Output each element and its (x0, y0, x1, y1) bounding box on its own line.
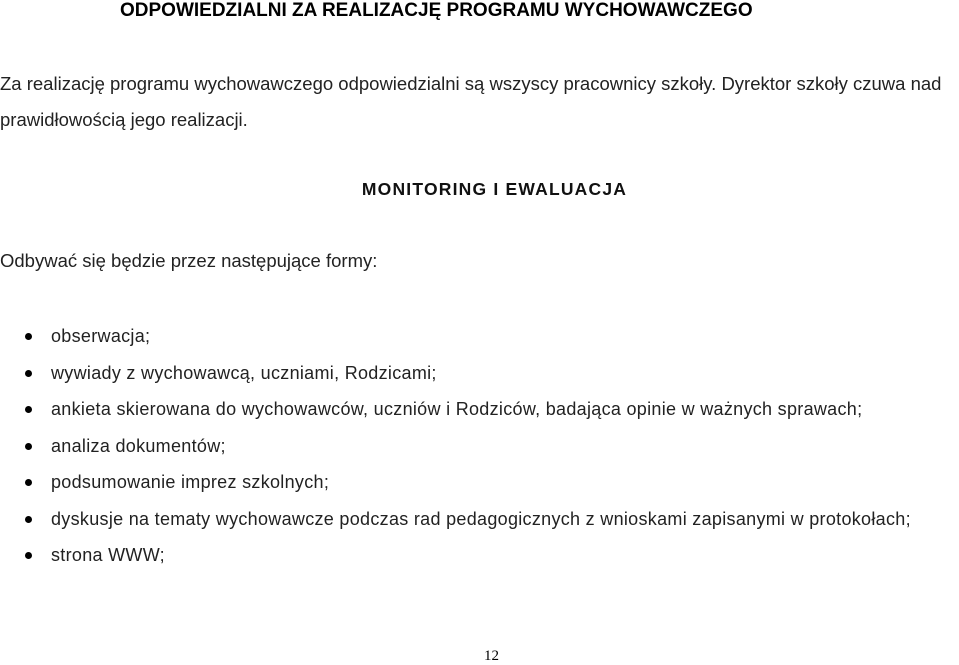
list-item (0, 428, 959, 465)
forms-intro-text: Odbywać się będzie przez następujące formy: (0, 250, 378, 271)
list-item-text: ankieta skierowana do wychowawców, uczniów i Rodziców, badająca opinie w ważnych sprawach; (51, 399, 863, 419)
list-item-text: strona WWW; (51, 545, 165, 565)
list-item-text: analiza dokumentów; (51, 435, 226, 456)
forms-list (0, 318, 959, 574)
bullet-icon (25, 333, 32, 340)
list-item (0, 318, 959, 355)
list-item-text: obserwacja; (51, 326, 151, 346)
list-item (0, 391, 959, 428)
bullet-icon (25, 516, 32, 523)
bullet-icon (25, 479, 32, 486)
list-item-text: dyskusje na tematy wychowawcze podczas rad pedagogicznych z wnioskami zapisanymi w protokołach; (51, 508, 911, 529)
bullet-icon (25, 443, 32, 450)
page-number: 12 (484, 648, 499, 664)
list-item (0, 464, 959, 501)
section-heading-monitoring: MONITORING I EWALUACJA (361, 179, 628, 199)
bullet-icon (25, 406, 32, 413)
list-item-text: podsumowanie imprez szkolnych; (51, 472, 330, 492)
list-item-text: wywiady z wychowawcą, uczniami, Rodzicami; (51, 362, 437, 383)
list-item (0, 355, 959, 392)
bullet-icon (25, 552, 32, 559)
intro-paragraph: Za realizację programu wychowawczego odpowiedzialni są wszyscy pracownicy szkoły. Dyrektor szkoły czuwa nad prawidłowością jego realizacji. (0, 73, 942, 130)
list-item (0, 501, 959, 538)
list-item (0, 537, 959, 574)
bullet-icon (25, 370, 32, 377)
section-heading-responsible: ODPOWIEDZIALNI ZA REALIZACJĘ PROGRAMU WYCHOWAWCZEGO (120, 0, 753, 21)
